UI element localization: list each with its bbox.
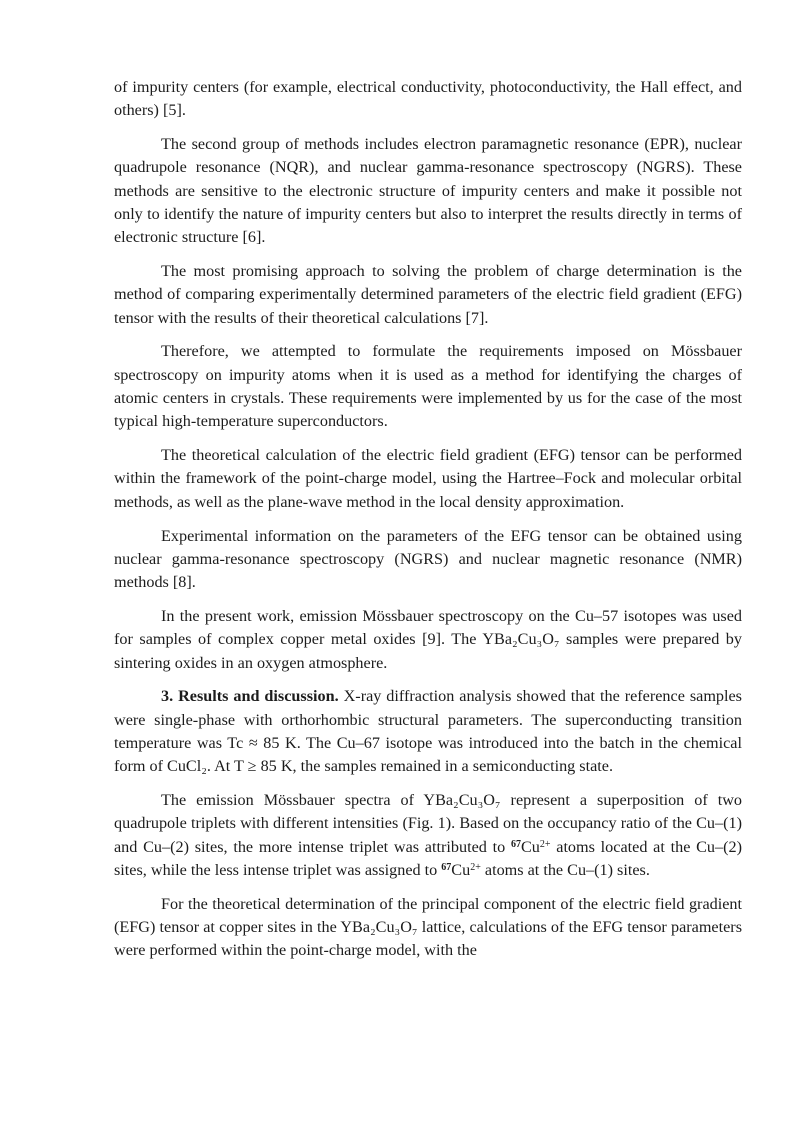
paragraph-results	[114, 685, 742, 778]
isotope-mass-number: 67	[441, 861, 452, 873]
paragraph-theoretical-determination: For the theoretical determination of the principal component of the electric field gradient (EFG) tensor at copper sites in the YBa₂Cu₃O₇ lattice, calculations of the EFG tensor parameters were performed within the point-charge model, with the	[114, 894, 742, 960]
spectra-text-3: atoms at the Cu–(1) sites.	[480, 860, 650, 879]
spectra-text-1: The emission Mössbauer spectra of YBa₂Cu₃O₇ represent a superposition of two quadrupole triplets with different intensities (Fig. 1). Based on the occupancy ratio of the Cu–(1) and Cu–(2) sites, the more intense triplet was attributed to	[114, 791, 742, 856]
document-page	[114, 76, 742, 973]
isotope-element: Cu	[520, 837, 540, 856]
section-heading: 3. Results and discussion.	[161, 687, 339, 706]
results-text: X-ray diffraction analysis showed that the reference samples were single-phase with orthorhombic structural parameters. The superconducting transition temperature was Tc ≈ 85 K. The Cu–67 isotope was introduced into the batch in the chemical form of CuCl₂. At T ≥ 85 K, the samples remained in a semiconducting state.	[114, 687, 742, 776]
paragraph-present-work: In the present work, emission Mössbauer spectroscopy on the Cu–57 isotopes was used for samples of complex copper metal oxides [9]. The YBa₂Cu₃O₇ samples were prepared by sintering oxides in an oxygen atmosphere.	[114, 606, 742, 672]
isotope-mass-number: 67	[510, 838, 521, 850]
paragraph-charge-determination: The most promising approach to solving the problem of charge determination is the method of comparing experimentally determined parameters of the electric field gradient (EFG) tensor with the results of their theoretical calculations [7].	[114, 262, 742, 327]
isotope-charge: 2+	[539, 838, 551, 850]
paragraph-efg-calculation: The theoretical calculation of the electric field gradient (EFG) tensor can be performed within the framework of the point-charge model, using the Hartree–Fock and molecular orbital methods, as well as the plane-wave method in the local density approximation.	[114, 446, 742, 511]
isotope-element: Cu	[451, 860, 471, 879]
paragraph-emission-spectra	[114, 789, 742, 882]
spectra-text-2: atoms located at the Cu–(2) sites, while the less intense triplet was assigned to	[114, 837, 742, 879]
paragraph-methods-group-two: The second group of methods includes electron paramagnetic resonance (EPR), nuclear quadrupole resonance (NQR), and nuclear gamma-resonance spectroscopy (NGRS). These methods are sensitive to the electronic structure of impurity centers and make it possible not only to identify the nature of impurity centers but also to interpret the results directly in terms of electronic structure [6].	[114, 135, 742, 247]
paragraph-requirements: Therefore, we attempted to formulate the requirements imposed on Mössbauer spectroscopy on impurity atoms when it is used as a method for identifying the charges of atomic centers in crystals. These requirements were implemented by us for the case of the most typical high-temperature superconductors.	[114, 342, 742, 431]
paragraph-experimental-info: Experimental information on the parameters of the EFG tensor can be obtained using nuclear gamma-resonance spectroscopy (NGRS) and nuclear magnetic resonance (NMR) methods [8].	[114, 526, 742, 592]
isotope-charge: 2+	[470, 861, 481, 873]
paragraph-continuation: of impurity centers (for example, electrical conductivity, photoconductivity, the Hall effect, and others) [5].	[114, 78, 742, 120]
